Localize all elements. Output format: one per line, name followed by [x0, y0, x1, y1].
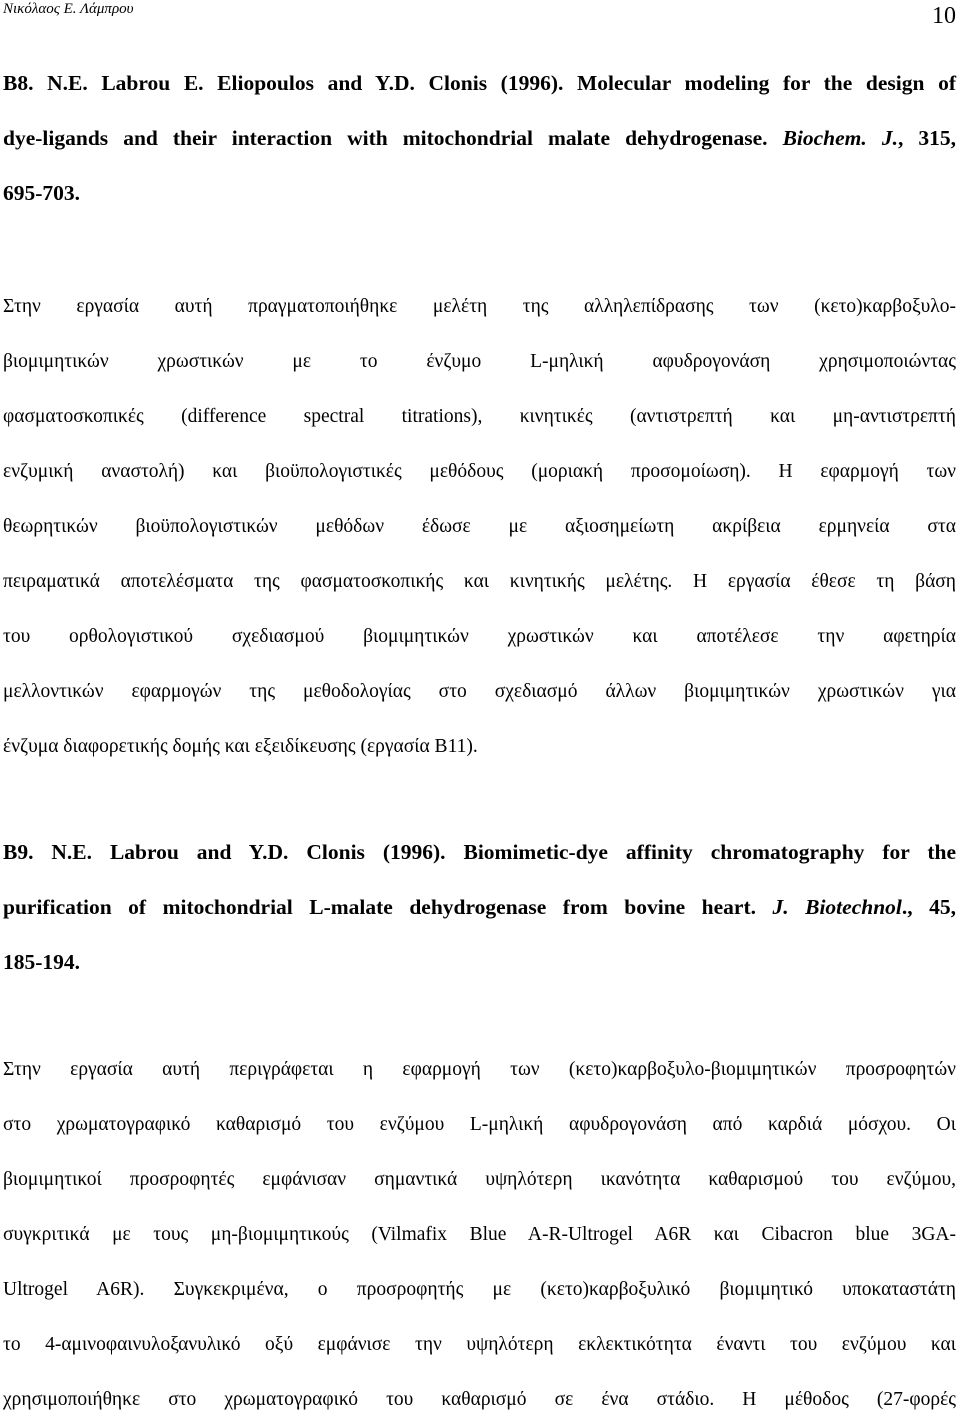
reference-line: B9. N.E. Labrou and Y.D. Clonis (1996). Biomimetic-dye affinity chromatography for the: [3, 840, 956, 864]
abstract-line: το 4-αμινοφαινυλοξανυλικό οξύ εμφάνισε την υψηλότερη εκλεκτικότητα έναντι του ενζύμου και: [3, 1334, 956, 1355]
abstract-line: Στην εργασία αυτή πραγματοποιήθηκε μελέτη της αλληλεπίδρασης των (κετο)καρβοξυλο-: [3, 296, 956, 317]
page-number: 10: [932, 3, 956, 29]
abstract-line: συγκριτικά με τους μη-βιομιμητικούς (Vilmafix Blue A-R-Ultrogel A6R και Cibacron blue 3GA-: [3, 1224, 956, 1245]
journal-name: Biochem. J.: [782, 126, 898, 150]
abstract-line: βιομιμητικών χρωστικών με το ένζυμο L-μηλική αφυδρογονάση χρησιμοποιώντας: [3, 351, 956, 372]
reference-b9: [3, 825, 956, 990]
abstract-b8: [3, 279, 956, 774]
reference-b8: [3, 56, 956, 221]
abstract-line: χρησιμοποιήθηκε στο χρωματογραφικό του καθαρισμό σε ένα στάδιο. Η μέθοδος (27-φορές: [3, 1389, 956, 1410]
abstract-line: φασματοσκοπικές (difference spectral titrations), κινητικές (αντιστρεπτή και μη-αντιστρεπτή: [3, 406, 956, 427]
reference-volume: ., 45,: [901, 895, 956, 919]
abstract-line: στο χρωματογραφικό καθαρισμό του ενζύμου L-μηλική αφυδρογονάση από καρδιά μόσχου. Οι: [3, 1114, 956, 1135]
abstract-line: του ορθολογιστικού σχεδιασμού βιομιμητικών χρωστικών και αποτέλεσε την αφετηρία: [3, 626, 956, 647]
running-head-author: Νικόλαος Ε. Λάμπρου: [3, 1, 134, 17]
abstract-line: ενζυμική αναστολή) και βιοϋπολογιστικές μεθόδους (μοριακή προσομοίωση). Η εφαρμογή των: [3, 461, 956, 482]
abstract-line: πειραματικά αποτελέσματα της φασματοσκοπικής και κινητικής μελέτης. Η εργασία έθεσε τη βάση: [3, 571, 956, 592]
abstract-line: μελλοντικών εφαρμογών της μεθοδολογίας στο σχεδιασμό άλλων βιομιμητικών χρωστικών για: [3, 681, 956, 702]
page-header: [0, 0, 960, 36]
journal-name: J. Biotechnol: [772, 895, 902, 919]
abstract-line: βιομιμητικοί προσροφητές εμφάνισαν σημαντικά υψηλότερη ικανότητα καθαρισμού του ενζύμου,: [3, 1169, 956, 1190]
abstract-line: Ultrogel A6R). Συγκεκριμένα, ο προσροφητής με (κετο)καρβοξυλικό βιομιμητικό υποκαταστάτη: [3, 1279, 956, 1300]
reference-text: dye-ligands and their interaction with mitochondrial malate dehydrogenase.: [3, 126, 783, 150]
reference-line: B8. N.E. Labrou E. Eliopoulos and Y.D. Clonis (1996). Molecular modeling for the design of: [3, 71, 956, 95]
abstract-line: Στην εργασία αυτή περιγράφεται η εφαρμογή των (κετο)καρβοξυλο-βιομιμητικών προσροφητών: [3, 1059, 956, 1080]
abstract-b9: [3, 1042, 956, 1427]
reference-line: [3, 880, 956, 935]
reference-line: 695-703.: [3, 181, 81, 205]
reference-volume: , 315,: [897, 126, 957, 150]
reference-text: purification of mitochondrial L-malate dehydrogenase from bovine heart.: [3, 895, 773, 919]
reference-line: 185-194.: [3, 950, 81, 974]
reference-line: [3, 111, 956, 166]
abstract-line: θεωρητικών βιοϋπολογιστικών μεθόδων έδωσε με αξιοσημείωτη ακρίβεια ερμηνεία στα: [3, 516, 956, 537]
abstract-line: ένζυμα διαφορετικής δομής και εξειδίκευσης (εργασία Β11).: [3, 736, 478, 757]
